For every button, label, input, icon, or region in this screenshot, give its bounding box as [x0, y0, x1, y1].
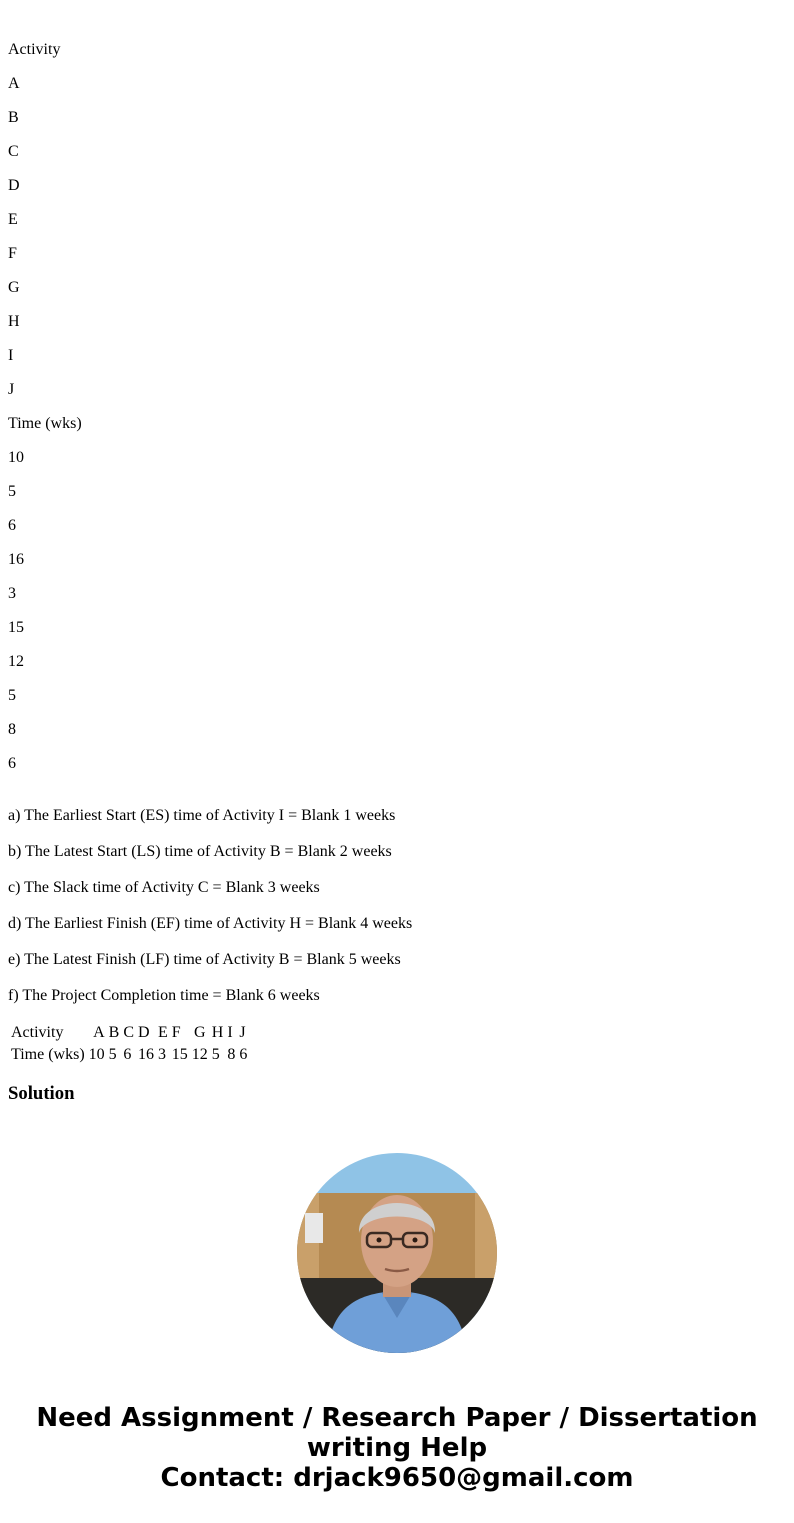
time-list-item: 3: [8, 585, 16, 602]
table-cell: 8: [227, 1046, 236, 1063]
table-cell: G: [193, 1024, 206, 1041]
activity-list-item: B: [8, 109, 19, 126]
activity-list-item: G: [8, 279, 20, 296]
table-cell: 3: [157, 1046, 166, 1063]
table-cell: 6: [239, 1046, 248, 1063]
time-list-item: 5: [8, 687, 16, 704]
table-cell: E: [157, 1024, 168, 1041]
activity-list-header: Activity: [8, 41, 61, 58]
time-list-item: 15: [8, 619, 24, 636]
activity-list-item: A: [8, 75, 20, 92]
time-list-item: 12: [8, 653, 24, 670]
time-list-item: 16: [8, 551, 24, 568]
table-cell: H: [211, 1024, 224, 1041]
table-cell: 6: [123, 1046, 132, 1063]
table-cell: I: [227, 1024, 233, 1041]
activity-list-item: F: [8, 245, 17, 262]
table-row: [10, 1045, 248, 1065]
row-label: Activity: [11, 1024, 64, 1041]
time-list-item: 10: [8, 449, 24, 466]
time-list-item: 6: [8, 517, 16, 534]
solution-heading: Solution: [8, 1083, 75, 1104]
activity-list-item: E: [8, 211, 18, 228]
activity-list-item: H: [8, 313, 20, 330]
table-cell: D: [137, 1024, 150, 1041]
table-cell: J: [239, 1024, 246, 1041]
table-cell: 12: [191, 1046, 208, 1063]
question-f: f) The Project Completion time = Blank 6 weeks: [8, 987, 320, 1004]
time-list-item: 8: [8, 721, 16, 738]
question-c: c) The Slack time of Activity C = Blank 3 weeks: [8, 879, 320, 896]
banner-contact: Contact: drjack9650@gmail.com: [160, 1463, 634, 1493]
question-b: b) The Latest Start (LS) time of Activity B = Blank 2 weeks: [8, 843, 392, 860]
table-cell: 15: [171, 1046, 188, 1063]
table-cell: 10: [88, 1046, 105, 1063]
table-cell: 5: [211, 1046, 220, 1063]
question-d: d) The Earliest Finish (EF) time of Activity H = Blank 4 weeks: [8, 915, 413, 932]
avatar-portrait: [297, 1153, 497, 1353]
time-list-item: 5: [8, 483, 16, 500]
activity-time-table: [8, 1021, 250, 1067]
row-label: Time (wks): [11, 1046, 85, 1063]
help-banner: [0, 1403, 794, 1493]
author-avatar: [297, 1153, 497, 1353]
question-a: a) The Earliest Start (ES) time of Activity I = Blank 1 weeks: [8, 807, 396, 824]
table-cell: C: [123, 1024, 134, 1041]
time-list-header: Time (wks): [8, 415, 82, 432]
table-row: [10, 1023, 248, 1043]
banner-line-2: writing Help: [306, 1433, 488, 1463]
time-list-item: 6: [8, 755, 16, 772]
activity-list-item: J: [8, 381, 15, 398]
activity-list-item: C: [8, 143, 19, 160]
table-cell: 16: [137, 1046, 154, 1063]
question-e: e) The Latest Finish (LF) time of Activity B = Blank 5 weeks: [8, 951, 401, 968]
activity-list-item: D: [8, 177, 20, 194]
table-cell: B: [108, 1024, 120, 1041]
banner-line-1: Need Assignment / Research Paper / Dissertation: [36, 1403, 758, 1433]
table-cell: F: [171, 1024, 181, 1041]
table-cell: A: [93, 1024, 105, 1041]
activity-list-item: I: [8, 347, 14, 364]
table-cell: 5: [108, 1046, 117, 1063]
